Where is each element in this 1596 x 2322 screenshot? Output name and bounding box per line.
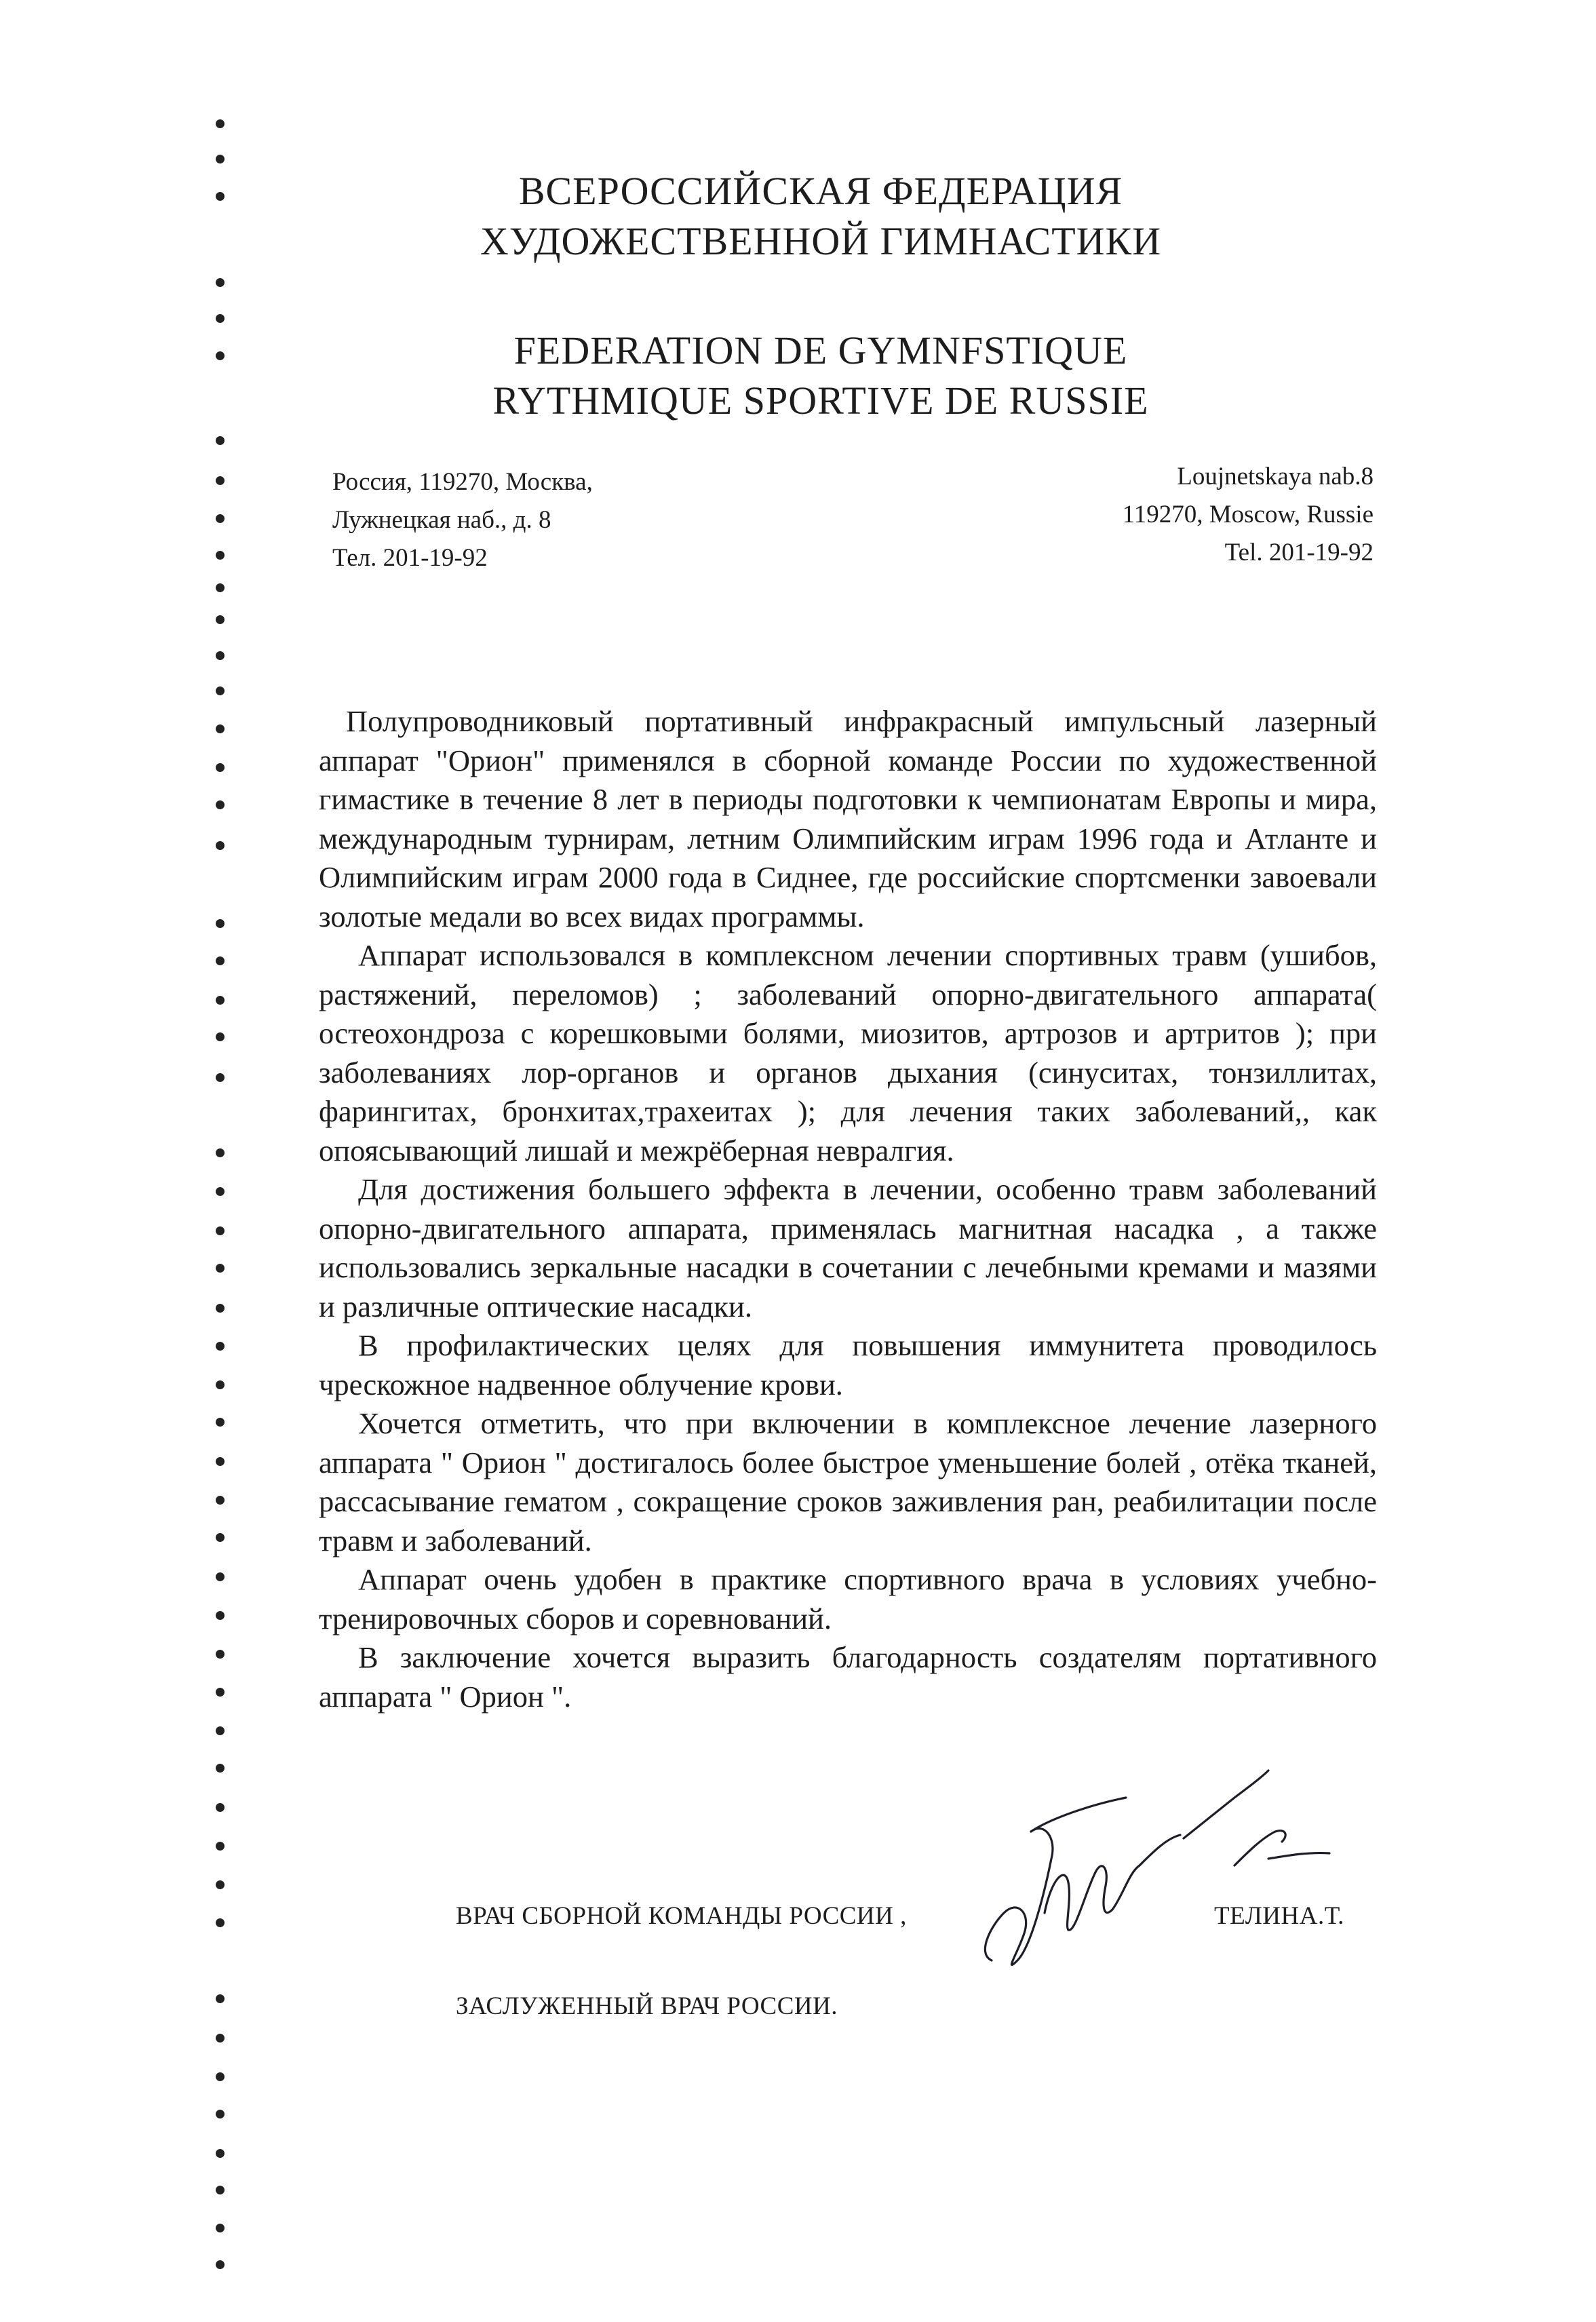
binder-hole: [216, 651, 225, 660]
signer-name: ТЕЛИНА.Т.: [1214, 1902, 1344, 1930]
binder-hole: [216, 615, 225, 624]
address-ru-line1: Россия, 119270, Москва,: [332, 468, 593, 496]
binder-hole: [216, 686, 225, 695]
federation-title-fr-line1: FEDERATION DE GYMNFSTIQUE: [513, 328, 1128, 372]
binder-hole: [216, 278, 225, 287]
binder-hole: [216, 1611, 225, 1620]
binder-hole: [216, 996, 225, 1005]
binder-hole: [216, 2260, 225, 2269]
binder-hole: [216, 724, 225, 733]
binder-hole: [216, 956, 225, 965]
binder-hole: [216, 119, 225, 128]
binder-hole: [216, 919, 225, 928]
federation-title-ru-line1: ВСЕРОССИЙСКАЯ ФЕДЕРАЦИЯ: [518, 169, 1123, 213]
signer-role-line2: ЗАСЛУЖЕННЫЙ ВРАЧ РОССИИ.: [456, 1992, 838, 2020]
paragraph: Аппарат использовался в комплексном лечении спортивных травм (ушибов, растяжений, переломов) ; заболеваний опорно-двигательного аппарата( остеохондроза с корешковыми болями, миозитов, артрозов и артритов ); при заболеваниях лор-органов и органов дыхания (синуситах, тонзиллитах, фарингитах, бронхитах,трахеитах ); для лечения таких заболеваний,, как опоясывающий лишай и межрёберная невралгия.: [319, 938, 1377, 1167]
address-en-line1: Loujnetskaya nab.8: [1177, 463, 1374, 490]
binder-hole: [216, 1148, 225, 1157]
binder-hole: [216, 1496, 225, 1505]
federation-title-ru-line2: ХУДОЖЕСТВЕННОЙ ГИМНАСТИКИ: [480, 219, 1162, 263]
binder-hole: [216, 1650, 225, 1659]
paragraph: Полупроводниковый портативный инфракрасный импульсный лазерный аппарат "Орион" применялся в сборной команде России по художественной гимастике в течение 8 лет в периоды подготовки к чемпионатам Европы и мира, международным турнирам, летним Олимпийским играм 1996 года и Атланте и Олимпийским играм 2000 года в Сиднее, где российские спортсменки завоевали золотые медали во всех видах программы.: [319, 704, 1377, 933]
binder-hole: [216, 2110, 225, 2118]
binder-hole: [216, 1226, 225, 1235]
binder-hole: [216, 1380, 225, 1389]
address-ru: [332, 463, 593, 577]
federation-title-ru: [448, 166, 1194, 267]
signer-role-line1: ВРАЧ СБОРНОЙ КОМАНДЫ РОССИИ ,: [456, 1902, 907, 1930]
binder-hole: [216, 1726, 225, 1735]
binder-hole: [216, 1918, 225, 1927]
paragraph: В профилактических целях для повышения иммунитета проводилось чрескожное надвенное облучение крови.: [319, 1328, 1377, 1401]
binder-hole: [216, 1457, 225, 1466]
binder-hole: [216, 1264, 225, 1273]
binder-hole: [216, 2224, 225, 2232]
binder-hole: [216, 1688, 225, 1697]
binder-hole: [216, 2034, 225, 2043]
binder-hole: [216, 763, 225, 772]
binder-hole: [216, 1842, 225, 1851]
binder-hole: [216, 1304, 225, 1313]
binder-hole: [216, 583, 225, 592]
binder-hole: [216, 1032, 225, 1041]
address-en: [1031, 458, 1374, 572]
binder-hole: [216, 2149, 225, 2158]
binder-hole: [216, 155, 225, 163]
binder-hole: [216, 551, 225, 560]
binder-hole: [216, 1880, 225, 1889]
binder-hole: [216, 351, 225, 360]
binder-hole: [216, 192, 225, 201]
federation-title-fr-line2: RYTHMIQUE SPORTIVE DE RUSSIE: [492, 379, 1149, 423]
binder-hole: [216, 841, 225, 850]
binder-hole: [216, 1342, 225, 1351]
binder-hole: [216, 1764, 225, 1773]
binder-hole: [216, 436, 225, 445]
address-ru-line2: Лужнецкая наб., д. 8: [332, 506, 551, 534]
binder-hole: [216, 1994, 225, 2003]
binder-hole: [216, 2072, 225, 2081]
address-en-line2: 119270, Moscow, Russie: [1122, 501, 1374, 528]
binder-hole: [216, 800, 225, 809]
federation-title-fr: [448, 326, 1194, 426]
binder-hole: [216, 476, 225, 485]
paragraph: Аппарат очень удобен в практике спортивного врача в условиях учебно-тренировочных сборов и соревнований.: [319, 1562, 1377, 1636]
address-en-line3: Tel. 201-19-92: [1224, 539, 1374, 566]
binder-hole: [216, 2186, 225, 2194]
paragraph: Для достижения большего эффекта в лечении, особенно травм заболеваний опорно-двигательного аппарата, применялась магнитная насадка , а также использовались зеркальные насадки в сочетании с лечебными кремами и мазями и различные оптические насадки.: [319, 1172, 1377, 1323]
binder-hole: [216, 514, 225, 523]
address-ru-line3: Тел. 201-19-92: [332, 544, 488, 572]
binder-hole: [216, 1073, 225, 1082]
letter-body: [319, 702, 1377, 1716]
binder-hole: [216, 1572, 225, 1581]
paragraph: Хочется отметить, что при включении в комплексное лечение лазерного аппарата " Орион " достигалось более быстрое уменьшение болей , отёка тканей, рассасывание гематом , сокращение сроков заживления ран, реабилитации после травм и заболеваний.: [319, 1406, 1377, 1557]
binder-hole: [216, 1187, 225, 1196]
binder-hole: [216, 314, 225, 323]
binder-hole: [216, 1533, 225, 1542]
binder-hole: [216, 1803, 225, 1812]
paragraph: В заключение хочется выразить благодарность создателям портативного аппарата " Орион ".: [319, 1640, 1377, 1714]
binder-hole: [216, 1418, 225, 1427]
handwritten-signature: [950, 1757, 1424, 1988]
